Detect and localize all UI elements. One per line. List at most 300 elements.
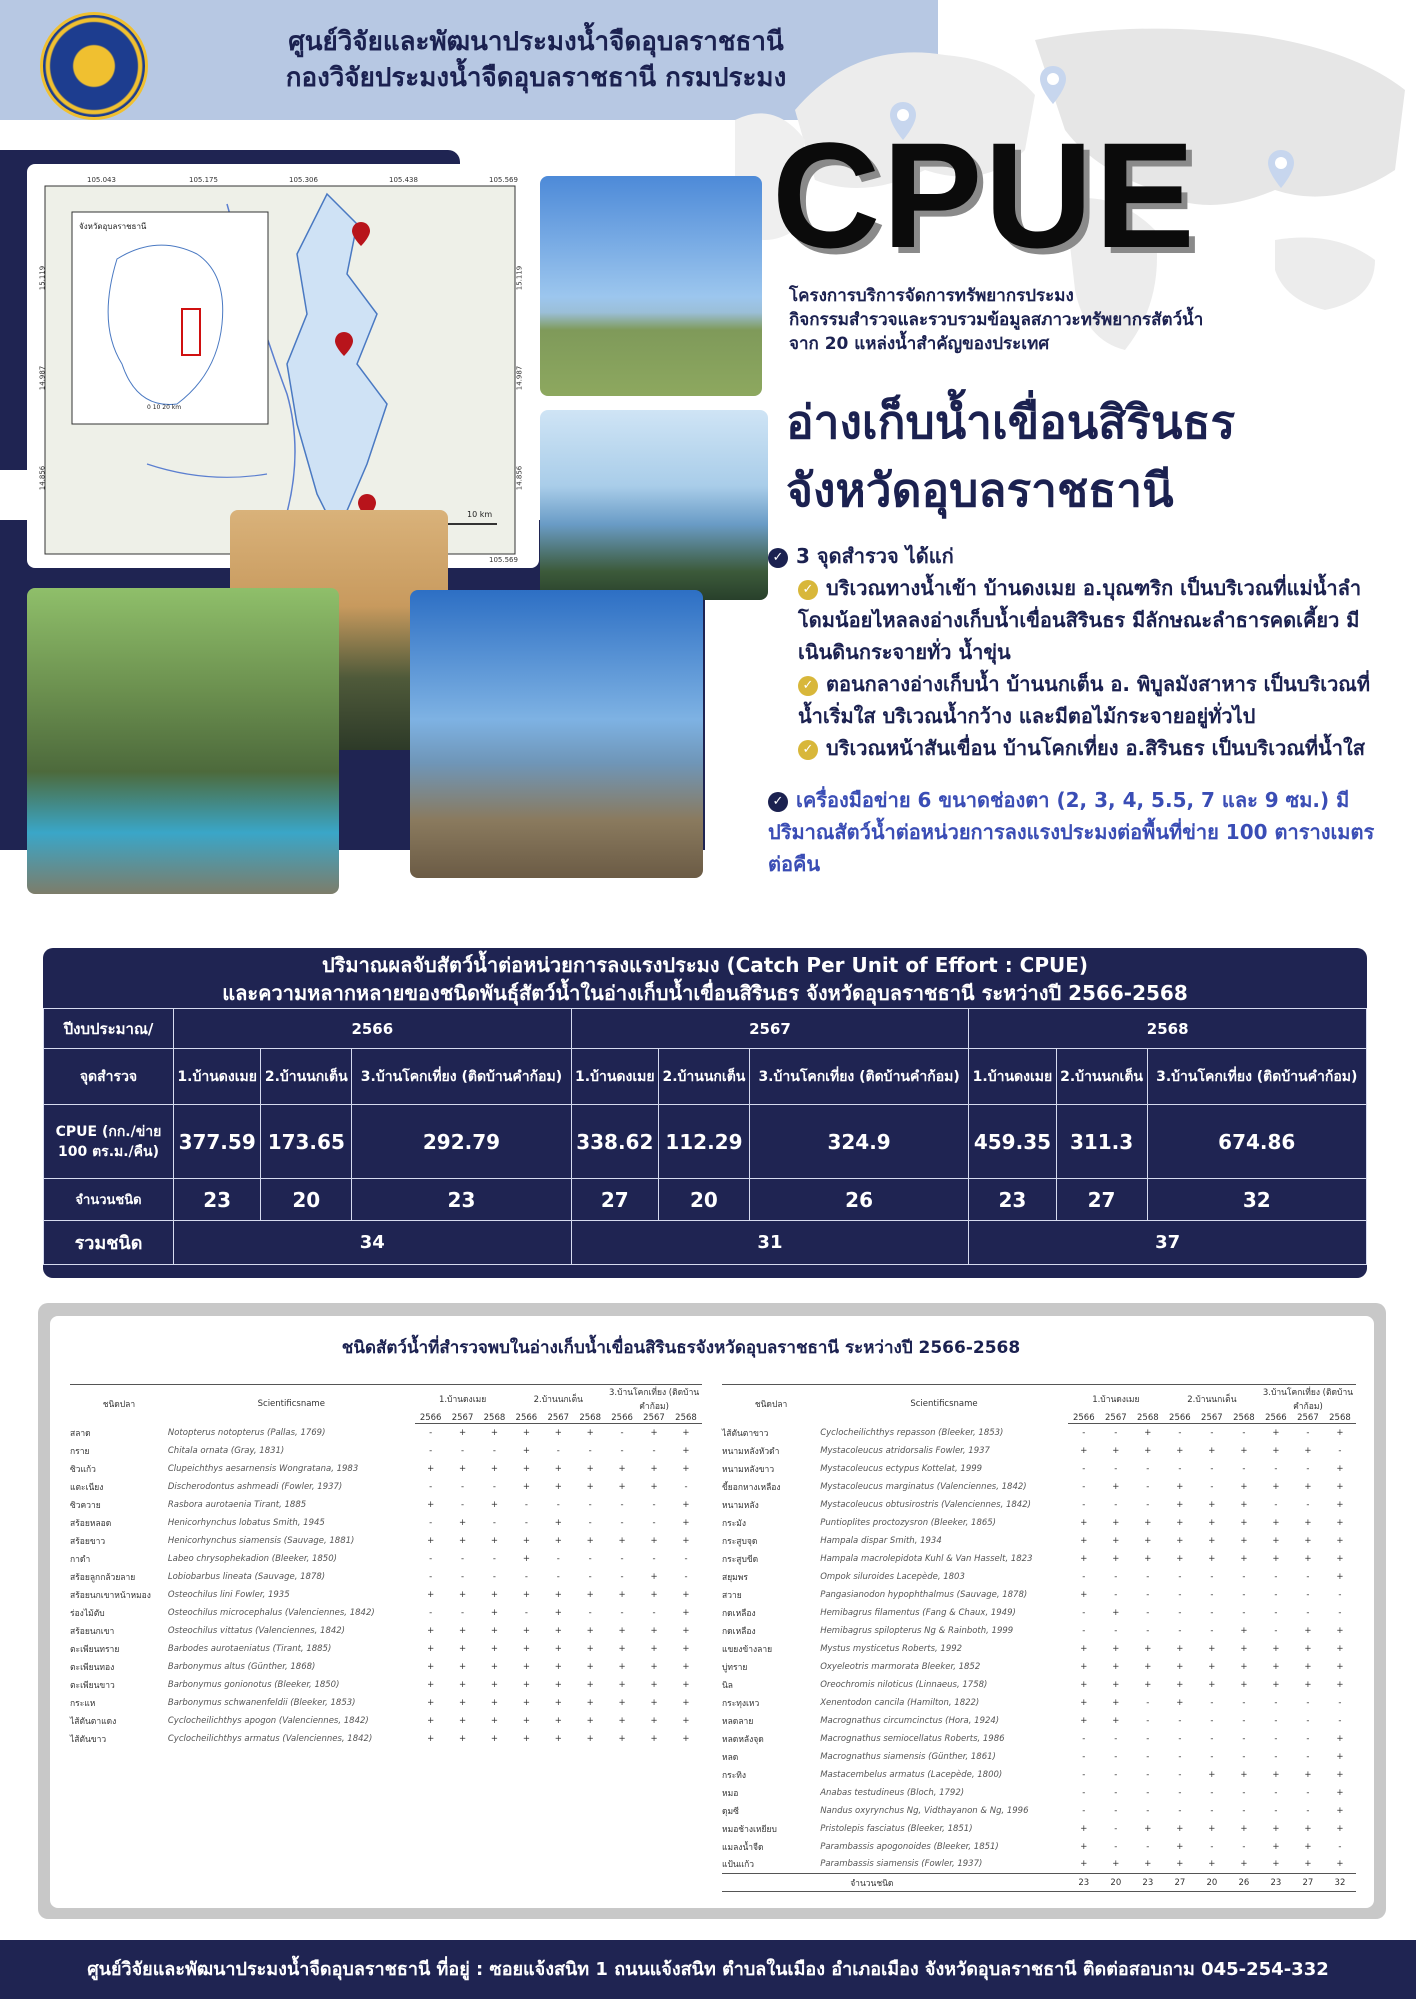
species-row xyxy=(70,1730,702,1748)
presence-mark: + xyxy=(650,1535,658,1546)
presence-mark: + xyxy=(1080,1517,1088,1528)
presence-mark: + xyxy=(1080,1679,1088,1690)
org-line-1: ศูนย์วิจัยและพัฒนาประมงน้ำจืดอุบลราชธานี xyxy=(288,27,784,57)
presence-mark: + xyxy=(459,1463,467,1474)
presence-mark: + xyxy=(1208,1859,1216,1870)
species-count-label: จำนวนชนิด xyxy=(44,1179,174,1221)
species-thai-name: กระมัง xyxy=(722,1518,747,1529)
cpue-value: 311.3 xyxy=(1056,1105,1147,1179)
species-row xyxy=(722,1766,1356,1784)
species-row xyxy=(722,1550,1356,1568)
presence-mark: - xyxy=(620,1445,624,1456)
species-scientific-name: Barbonymus altus (Günther, 1868) xyxy=(167,1661,316,1672)
presence-mark: + xyxy=(522,1445,530,1456)
presence-mark: + xyxy=(1304,1679,1312,1690)
project-line-3: จาก 20 แหล่งน้ำสำคัญของประเทศ xyxy=(789,334,1050,354)
presence-mark: + xyxy=(1240,1679,1248,1690)
presence-mark: + xyxy=(1176,1445,1184,1456)
cpue-summary-table xyxy=(43,948,1367,1278)
presence-mark: - xyxy=(429,1517,433,1528)
species-thai-name: ตะเพียนทราย xyxy=(70,1644,120,1655)
presence-mark: - xyxy=(429,1427,433,1438)
station-header: 1.บ้านดงเมย xyxy=(415,1385,511,1414)
presence-mark: - xyxy=(1082,1751,1086,1762)
cpue-value: 173.65 xyxy=(261,1105,352,1179)
presence-mark: + xyxy=(554,1697,562,1708)
presence-mark: + xyxy=(459,1679,467,1690)
presence-mark: + xyxy=(1176,1679,1184,1690)
presence-mark: - xyxy=(1242,1751,1246,1762)
presence-mark: + xyxy=(1336,1751,1344,1762)
presence-mark: + xyxy=(1176,1841,1184,1852)
species-count: 23 xyxy=(1132,1874,1164,1892)
total-species: 37 xyxy=(969,1221,1367,1265)
presence-mark: + xyxy=(682,1715,690,1726)
presence-mark: + xyxy=(650,1661,658,1672)
species-count: 27 xyxy=(1056,1179,1147,1221)
species-thai-name: นิล xyxy=(722,1680,734,1691)
presence-mark: - xyxy=(1082,1499,1086,1510)
presence-mark: - xyxy=(1338,1607,1342,1618)
presence-mark: + xyxy=(650,1679,658,1690)
presence-mark: + xyxy=(1304,1841,1312,1852)
species-row xyxy=(722,1712,1356,1730)
presence-mark: + xyxy=(459,1643,467,1654)
presence-mark: - xyxy=(1082,1607,1086,1618)
presence-mark: + xyxy=(1176,1535,1184,1546)
species-row xyxy=(722,1748,1356,1766)
presence-mark: + xyxy=(1240,1625,1248,1636)
species-row xyxy=(70,1604,702,1622)
species-scientific-name: Cyclocheilichthys apogon (Valenciennes, 1842) xyxy=(167,1715,369,1726)
presence-mark: - xyxy=(1082,1625,1086,1636)
species-thai-name: ซิวแก้ว xyxy=(70,1464,96,1475)
presence-mark: - xyxy=(1274,1787,1278,1798)
presence-mark: + xyxy=(522,1643,530,1654)
presence-mark: + xyxy=(459,1625,467,1636)
presence-mark: + xyxy=(586,1427,594,1438)
presence-mark: - xyxy=(1242,1607,1246,1618)
presence-mark: - xyxy=(1242,1697,1246,1708)
photo-reservoir-shore-vehicle xyxy=(540,176,762,396)
presence-mark: + xyxy=(1176,1697,1184,1708)
presence-mark: - xyxy=(524,1607,528,1618)
species-thai-name: สร้อยหลอด xyxy=(70,1518,112,1529)
presence-mark: - xyxy=(1082,1427,1086,1438)
presence-mark: - xyxy=(1242,1427,1246,1438)
presence-mark: + xyxy=(1080,1535,1088,1546)
presence-mark: - xyxy=(556,1499,560,1510)
species-row xyxy=(722,1802,1356,1820)
presence-mark: + xyxy=(650,1733,658,1744)
station-header: 1.บ้านดงเมย xyxy=(174,1049,261,1105)
species-row xyxy=(722,1658,1356,1676)
presence-mark: + xyxy=(1144,1445,1152,1456)
presence-mark: + xyxy=(1336,1517,1344,1528)
presence-mark: + xyxy=(522,1427,530,1438)
species-scientific-name: Osteochilus vittatus (Valenciennes, 1842) xyxy=(167,1625,345,1636)
presence-mark: + xyxy=(682,1661,690,1672)
presence-mark: + xyxy=(1240,1553,1248,1564)
species-scientific-name: Mystus mysticetus Roberts, 1992 xyxy=(820,1643,963,1654)
presence-mark: + xyxy=(682,1445,690,1456)
presence-mark: + xyxy=(522,1463,530,1474)
presence-mark: - xyxy=(492,1553,496,1564)
presence-mark: + xyxy=(586,1733,594,1744)
presence-mark: + xyxy=(586,1535,594,1546)
presence-mark: - xyxy=(1338,1697,1342,1708)
presence-mark: + xyxy=(682,1697,690,1708)
presence-mark: + xyxy=(459,1517,467,1528)
presence-mark: + xyxy=(459,1697,467,1708)
species-row xyxy=(70,1676,702,1694)
presence-mark: - xyxy=(461,1571,465,1582)
presence-mark: - xyxy=(1146,1841,1150,1852)
species-thai-name: ขี้ยอกหางเหลือง xyxy=(722,1482,781,1493)
presence-mark: + xyxy=(1080,1661,1088,1672)
presence-mark: - xyxy=(1114,1499,1118,1510)
presence-mark: - xyxy=(461,1481,465,1492)
species-row xyxy=(70,1658,702,1676)
presence-mark: + xyxy=(490,1697,499,1708)
presence-mark: - xyxy=(1338,1841,1342,1852)
presence-mark: + xyxy=(586,1661,594,1672)
presence-mark: + xyxy=(1336,1661,1344,1672)
presence-mark: - xyxy=(1178,1589,1182,1600)
species-scientific-name: Notopterus notopterus (Pallas, 1769) xyxy=(167,1427,326,1438)
presence-mark: - xyxy=(1114,1751,1118,1762)
presence-mark: + xyxy=(586,1463,594,1474)
species-row xyxy=(722,1856,1356,1874)
survey-point-2: ✓ ตอนกลางอ่างเก็บน้ำ บ้านนกเต็น อ. พิบูลมังสาหาร เป็นบริเวณที่น้ำเริ่มใส บริเวณน้ำกว้าง และมีตอไม้กระจายอยู่ทั่วไป xyxy=(798,672,1371,728)
species-scientific-name: Pangasianodon hypophthalmus (Sauvage, 1878) xyxy=(820,1589,1028,1600)
presence-mark: + xyxy=(1304,1643,1312,1654)
presence-mark: + xyxy=(682,1517,690,1528)
species-count: 23 xyxy=(352,1179,571,1221)
presence-mark: + xyxy=(618,1715,626,1726)
presence-mark: - xyxy=(556,1553,560,1564)
species-row xyxy=(70,1694,702,1712)
presence-mark: - xyxy=(588,1571,592,1582)
cpue-value: 112.29 xyxy=(658,1105,749,1179)
col-sci-header: Scientificsname xyxy=(168,1385,415,1424)
species-thai-name: แมลงน้ำจืด xyxy=(722,1842,764,1853)
presence-mark: - xyxy=(1210,1571,1214,1582)
presence-mark: + xyxy=(682,1733,690,1744)
species-scientific-name: Barbonymus schwanenfeldii (Bleeker, 1853) xyxy=(167,1697,356,1708)
species-thai-name: แตะเนียง xyxy=(70,1482,104,1493)
presence-mark: + xyxy=(1208,1643,1216,1654)
presence-mark: + xyxy=(554,1643,562,1654)
presence-mark: - xyxy=(429,1607,433,1618)
presence-mark: + xyxy=(1176,1481,1184,1492)
presence-mark: - xyxy=(1082,1769,1086,1780)
presence-mark: - xyxy=(620,1517,624,1528)
presence-mark: + xyxy=(459,1589,467,1600)
species-thai-name: สร้อยนกเขาหน้าหมอง xyxy=(70,1590,151,1601)
species-scientific-name: Parambassis siamensis (Fowler, 1937) xyxy=(820,1859,983,1870)
presence-mark: - xyxy=(429,1445,433,1456)
presence-mark: + xyxy=(682,1589,690,1600)
presence-mark: + xyxy=(618,1643,626,1654)
presence-mark: + xyxy=(1144,1679,1152,1690)
species-row xyxy=(722,1532,1356,1550)
presence-mark: + xyxy=(1144,1859,1152,1870)
presence-mark: + xyxy=(1240,1535,1248,1546)
presence-mark: + xyxy=(1080,1841,1088,1852)
presence-mark: + xyxy=(1112,1481,1120,1492)
species-thai-name: สวาย xyxy=(722,1590,742,1601)
species-row xyxy=(722,1640,1356,1658)
presence-mark: - xyxy=(1082,1481,1086,1492)
species-thai-name: หนามหลังขาว xyxy=(722,1464,775,1475)
presence-mark: - xyxy=(1210,1715,1214,1726)
presence-mark: + xyxy=(586,1679,594,1690)
presence-mark: - xyxy=(1178,1787,1182,1798)
presence-mark: + xyxy=(1112,1553,1120,1564)
presence-mark: - xyxy=(1210,1733,1214,1744)
cpue-table-grid xyxy=(43,1008,1367,1265)
presence-mark: + xyxy=(1304,1859,1312,1870)
presence-mark: + xyxy=(427,1733,435,1744)
presence-mark: + xyxy=(459,1535,467,1546)
presence-mark: + xyxy=(1336,1499,1344,1510)
presence-mark: + xyxy=(682,1607,690,1618)
species-row xyxy=(70,1640,702,1658)
presence-mark: + xyxy=(1112,1679,1120,1690)
presence-mark: + xyxy=(1240,1445,1248,1456)
presence-mark: + xyxy=(427,1535,435,1546)
presence-mark: - xyxy=(1242,1463,1246,1474)
presence-mark: + xyxy=(682,1625,690,1636)
presence-mark: + xyxy=(427,1679,435,1690)
presence-mark: + xyxy=(522,1697,530,1708)
presence-mark: - xyxy=(461,1553,465,1564)
species-scientific-name: Chitala ornata (Gray, 1831) xyxy=(167,1445,285,1456)
station-header: 2.บ้านนกเต็น xyxy=(1056,1049,1147,1105)
species-scientific-name: Macrognathus siamensis (Günther, 1861) xyxy=(820,1751,996,1762)
presence-mark: + xyxy=(586,1715,594,1726)
presence-mark: + xyxy=(1080,1859,1088,1870)
presence-mark: - xyxy=(1274,1805,1278,1816)
presence-mark: - xyxy=(1242,1589,1246,1600)
presence-mark: - xyxy=(1178,1427,1182,1438)
presence-mark: + xyxy=(1336,1427,1344,1438)
presence-mark: + xyxy=(554,1625,562,1636)
presence-mark: + xyxy=(1080,1553,1088,1564)
presence-mark: + xyxy=(522,1661,530,1672)
presence-mark: - xyxy=(1210,1805,1214,1816)
total-species: 31 xyxy=(571,1221,969,1265)
species-count: 20 xyxy=(1100,1874,1132,1892)
presence-mark: - xyxy=(1306,1571,1310,1582)
species-row xyxy=(722,1838,1356,1856)
presence-mark: + xyxy=(1304,1445,1312,1456)
species-row xyxy=(70,1586,702,1604)
presence-mark: + xyxy=(427,1697,435,1708)
presence-mark: - xyxy=(1082,1463,1086,1474)
presence-mark: + xyxy=(618,1697,626,1708)
year-header: 2566 xyxy=(174,1009,572,1049)
presence-mark: + xyxy=(1112,1445,1120,1456)
species-table-left: ชนิดปลา Scientificsname 1.บ้านดงเมย 2.บ้านนกเต็น 3.บ้านโคกเที่ยง (ติดบ้านคำก้อม) 2566 2567 2568 2566 2567 2568 2566 2567 2568 สลาด Notopterus notopterus (Pallas, 1769) - + + + + + - + + กราย Chitala ornata (Gray, 1831) - - - + - - - - + ซิวแก้ว Clupeichthys aesarnensis Wongratana, 1983 + + + + + + + + + แตะเนียง Discherodontus ashmeadi (Fowler, 1937) - - - + + + + + - ซิวควาย Rasbora aurotaenia Tirant, 1885 + - + - - - - - + สร้อยหลอด Henicorhynchus lobatus Smith, 1945 - + - - + - - - + สร้อยขาว Henicorhynchus siamensis (Sauvage, 1881) + + + + + + + + + กาดำ Labeo chrysophekadion (Bleeker, 1850) - - - + - - - - - สร้อยลูกกล้วยลาย Lobiobarbus lineata (Sauvage, 1878) - - - - - - - + - สร้อยนกเขาหน้าหมอง Osteochilus lini Fowler, 1935 + + + + + + + + + ร่องไม้ตับ Osteochilus microcephalus (Valenciennes, 1842) - - + - + - - - + สร้อยนกเขา Osteochilus vittatus (Valenciennes, 1842) + + + + + + + + + ตะเพียนทราย Barbodes aurotaeniatus (Tirant, 1885) + + + + + + + + + ตะเพียนทอง Barbonymus altus (Günther, 1868) + + + + + + + + + ตะเพียนขาว Barbonymus gonionotus (Bleeker, 1850) + + + + + + + + + กระแห Barbonymus schwanenfeldii (Bleeker, 1853) + + + + + + + + + ไส้ตันตาแดง Cyclocheilichthys apogon (Valenciennes, 1842) + + + + + + + + + ไส้ตันขาว Cyclocheilichthys armatus (Valenciennes, 1842) + + + + + + + + + xyxy=(70,1384,702,1748)
species-row xyxy=(722,1676,1356,1694)
species-count: 27 xyxy=(571,1179,658,1221)
species-thai-name: กระสูบขีด xyxy=(722,1554,759,1565)
presence-mark: - xyxy=(1114,1589,1118,1600)
col-fish-header: ชนิดปลา xyxy=(722,1385,820,1424)
presence-mark: + xyxy=(490,1463,499,1474)
presence-mark: + xyxy=(554,1589,562,1600)
cpue-value: 292.79 xyxy=(352,1105,571,1179)
presence-mark: - xyxy=(492,1445,496,1456)
species-scientific-name: Lobiobarbus lineata (Sauvage, 1878) xyxy=(167,1571,326,1582)
total-species: 34 xyxy=(174,1221,572,1265)
presence-mark: - xyxy=(1114,1733,1118,1744)
presence-mark: + xyxy=(1176,1517,1184,1528)
presence-mark: - xyxy=(1306,1463,1310,1474)
species-count: 32 xyxy=(1147,1179,1366,1221)
presence-mark: + xyxy=(554,1661,562,1672)
presence-mark: + xyxy=(682,1463,690,1474)
presence-mark: + xyxy=(554,1427,562,1438)
species-count: 26 xyxy=(1228,1874,1260,1892)
presence-mark: - xyxy=(1146,1787,1150,1798)
presence-mark: - xyxy=(1306,1697,1310,1708)
species-row xyxy=(70,1442,702,1460)
species-scientific-name: Macrognathus circumcinctus (Hora, 1924) xyxy=(820,1715,1000,1726)
presence-mark: - xyxy=(1338,1715,1342,1726)
presence-mark: + xyxy=(427,1643,435,1654)
species-scientific-name: Hampala dispar Smith, 1934 xyxy=(820,1535,942,1546)
presence-mark: - xyxy=(1082,1571,1086,1582)
presence-mark: - xyxy=(492,1517,496,1528)
species-thai-name: กระทุงเหว xyxy=(722,1698,760,1709)
presence-mark: + xyxy=(682,1643,690,1654)
species-thai-name: กระแห xyxy=(70,1698,96,1709)
presence-mark: - xyxy=(1274,1625,1278,1636)
presence-mark: - xyxy=(1274,1463,1278,1474)
presence-mark: - xyxy=(1274,1751,1278,1762)
species-scientific-name: Clupeichthys aesarnensis Wongratana, 1983 xyxy=(167,1463,359,1474)
photo-reservoir-tree xyxy=(540,410,768,600)
presence-mark: + xyxy=(490,1643,499,1654)
presence-mark: + xyxy=(459,1715,467,1726)
species-count-label: จำนวนชนิด xyxy=(820,1874,1068,1892)
station-header: 3.บ้านโคกเที่ยง (ติดบ้านคำก้อม) xyxy=(1147,1049,1366,1105)
species-scientific-name: Osteochilus microcephalus (Valenciennes, 1842) xyxy=(167,1607,375,1618)
presence-mark: + xyxy=(1272,1643,1280,1654)
presence-mark: + xyxy=(459,1661,467,1672)
species-thai-name: กระสูบจุด xyxy=(722,1536,758,1547)
presence-mark: + xyxy=(554,1733,562,1744)
presence-mark: + xyxy=(427,1625,435,1636)
presence-mark: + xyxy=(1112,1535,1120,1546)
presence-mark: - xyxy=(620,1553,624,1564)
presence-mark: - xyxy=(1178,1733,1182,1744)
presence-mark: + xyxy=(522,1679,530,1690)
presence-mark: + xyxy=(1272,1841,1280,1852)
cpue-title: CPUE xyxy=(772,111,1197,279)
species-scientific-name: Pristolepis fasciatus (Bleeker, 1851) xyxy=(820,1823,973,1834)
species-thai-name: แขยงข้างลาย xyxy=(722,1644,773,1655)
presence-mark: + xyxy=(1304,1625,1312,1636)
species-count: 27 xyxy=(1292,1874,1324,1892)
presence-mark: + xyxy=(1336,1553,1344,1564)
species-thai-name: หมอช้างเหยียบ xyxy=(722,1824,777,1835)
presence-mark: + xyxy=(1272,1517,1280,1528)
species-count: 27 xyxy=(1164,1874,1196,1892)
inset-map-label: จังหวัดอุบลราชธานี xyxy=(79,222,147,231)
presence-mark: - xyxy=(1210,1589,1214,1600)
presence-mark: + xyxy=(586,1697,594,1708)
survey-point-3: ✓ บริเวณหน้าสันเขื่อน บ้านโคกเที่ยง อ.สิรินธร เป็นบริเวณที่น้ำใส xyxy=(768,732,1388,764)
presence-mark: - xyxy=(1242,1841,1246,1852)
presence-mark: - xyxy=(1210,1697,1214,1708)
photo-fish-sorting xyxy=(27,588,339,894)
presence-mark: - xyxy=(1210,1427,1214,1438)
presence-mark: - xyxy=(588,1499,592,1510)
presence-mark: - xyxy=(620,1427,624,1438)
species-table-right: ชนิดปลา Scientificsname 1.บ้านดงเมย 2.บ้านนกเต็น 3.บ้านโคกเที่ยง (ติดบ้านคำก้อม) 2566 2567 2568 2566 2567 2568 2566 2567 2568 ไส้ตันตาขาว Cyclocheilichthys repasson (Bleeker, 1853) - - + - - - + - + หนามหลังหัวดำ Mystacoleucus atridorsalis Fowler, 1937 + + + + + + + + - หนามหลังขาว Mystacoleucus ectypus Kottelat, 1999 - - - - - - - - + ขี้ยอกหางเหลือง Mystacoleucus marginatus (Valenciennes, 1842) - + - + - + + + + หนามหลัง Mystacoleucus obtusirostris (Valenciennes, 1842) - - - + + + - - + กระมัง Puntioplites proctozysron (Bleeker, 1865) + + + + + + + + + กระสูบจุด Hampala dispar Smith, 1934 + + + + + + + + + กระสูบขีด Hampala macrolepidota Kuhl & Van Hasselt, 1823 + + + + + + + + + สยุมพร Ompok siluroides Lacepède, 1803 - - - - - - - - + สวาย Pangasianodon hypophthalmus (Sauvage, 1878) + - - - - - - - - กดเหลือง Hemibagrus filamentus (Fang & Chaux, 1949) - + - - - - - - - กดเหลือง Hemibagrus spilopterus Ng & Rainboth, 1999 - - - - - + - + + แขยงข้างลาย Mystus mysticetus Roberts, 1992 + + + + + + + + + บู่ทราย Oxyeleotris marmorata Bleeker, 1852 + + + + + + + + + นิล Oreochromis niloticus (Linnaeus, 1758) + + + + + + + + + กระทุงเหว Xenentodon cancila (Hamilton, 1822) + + - + - - - - - หลดลาย Macrognathus circumcinctus (Hora, 1924) + + - - - - - - - หลดหลังจุด Macrognathus semiocellatus Roberts, 1986 - - - - - - - - + หลด Macrognathus siamensis (Günther, 1861) - - - - - - - - + กระทิง Mastacembelus armatus (Lacepède, 1800) - - - - + + + + + หมอ Anabas testudineus (Bloch, 1792) - - - - - - - - + ดุมซี Nandus oxyrynchus Ng, Vidthayanon & Ng, 1996 - - - - - - - - + หมอช้างเหยียบ Pristolepis fasciatus (Bleeker, 1851) + - + + + + + + + แมลงน้ำจืด Parambassis apogonoides (Bleeker, 1851) + - - + - - + + - แป้นแก้ว Parambassis siamensis (Fowler, 1937) + + + + + + + + + จำนวนชนิด 23 20 23 27 20 26 23 27 32 xyxy=(722,1384,1356,1892)
species-row xyxy=(70,1496,702,1514)
species-scientific-name: Puntioplites proctozysron (Bleeker, 1865) xyxy=(820,1517,996,1528)
presence-mark: - xyxy=(588,1607,592,1618)
presence-mark: + xyxy=(1112,1607,1120,1618)
species-count: 20 xyxy=(658,1179,749,1221)
presence-mark: + xyxy=(1208,1679,1216,1690)
species-thai-name: กดเหลือง xyxy=(722,1626,756,1637)
presence-mark: - xyxy=(1146,1805,1150,1816)
check-icon: ✓ xyxy=(798,580,818,600)
check-icon: ✓ xyxy=(768,792,788,812)
presence-mark: - xyxy=(652,1553,656,1564)
presence-mark: - xyxy=(1274,1571,1278,1582)
presence-mark: + xyxy=(522,1553,530,1564)
presence-mark: + xyxy=(427,1499,435,1510)
presence-mark: - xyxy=(1306,1733,1310,1744)
presence-mark: - xyxy=(1114,1769,1118,1780)
map-bottom-tick: 105.569 xyxy=(489,556,518,564)
survey-description xyxy=(768,540,1388,880)
species-thai-name: ดุมซี xyxy=(722,1806,739,1817)
presence-mark: + xyxy=(490,1589,499,1600)
station-header: 1.บ้านดงเมย xyxy=(969,1049,1056,1105)
species-scientific-name: Cyclocheilichthys repasson (Bleeker, 1853) xyxy=(820,1427,1004,1438)
presence-mark: + xyxy=(618,1463,626,1474)
presence-mark: + xyxy=(490,1715,499,1726)
species-thai-name: หลดหลังจุด xyxy=(722,1734,764,1745)
presence-mark: - xyxy=(429,1553,433,1564)
cpue-table-title: ปริมาณผลจับสัตว์น้ำต่อหน่วยการลงแรงประมง (Catch Per Unit of Effort : CPUE) และความหลากหลายของชนิดพันธุ์สัตว์น้ำในอ่างเก็บน้ำเขื่อนสิรินธร จังหวัดอุบลราชธานี ระหว่างปี 2566-2568 xyxy=(222,953,1188,1005)
presence-mark: + xyxy=(522,1535,530,1546)
species-row xyxy=(722,1514,1356,1532)
presence-mark: + xyxy=(1272,1859,1280,1870)
station-header: 3.บ้านโคกเที่ยง (ติดบ้านคำก้อม) xyxy=(749,1049,968,1105)
presence-mark: - xyxy=(652,1517,656,1528)
presence-mark: - xyxy=(556,1445,560,1456)
species-thai-name: หลด xyxy=(722,1752,739,1763)
station-header: 3.บ้านโคกเที่ยง (ติดบ้านคำก้อม) xyxy=(606,1385,702,1414)
presence-mark: + xyxy=(618,1661,626,1672)
species-row xyxy=(722,1496,1356,1514)
presence-mark: - xyxy=(1274,1715,1278,1726)
species-scientific-name: Anabas testudineus (Bloch, 1792) xyxy=(820,1787,965,1798)
province-name: จังหวัดอุบลราชธานี xyxy=(786,463,1174,517)
presence-mark: + xyxy=(1240,1643,1248,1654)
presence-mark: - xyxy=(1146,1571,1150,1582)
species-row xyxy=(70,1424,702,1442)
